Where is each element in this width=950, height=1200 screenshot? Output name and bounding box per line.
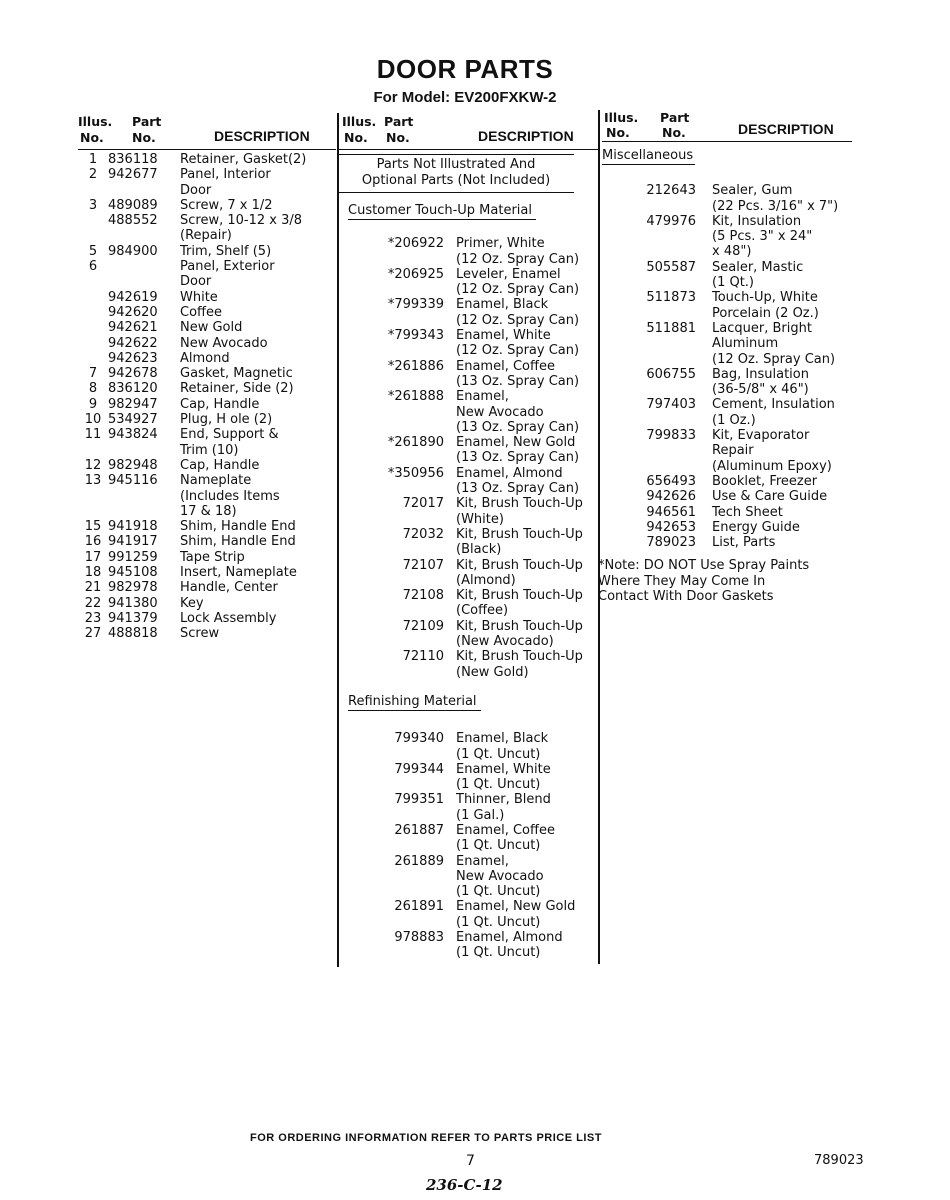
header-part-no: No. xyxy=(386,130,410,145)
part-description: Sealer, Gum (22 Pcs. 3/16" x 7") xyxy=(712,183,839,214)
header-illus-no: No. xyxy=(344,130,368,145)
table-row xyxy=(602,214,852,260)
part-number: 797403 xyxy=(646,397,696,413)
header-illus-no: No. xyxy=(606,125,630,140)
table-row xyxy=(78,336,336,351)
part-description: Retainer, Gasket(2) xyxy=(180,152,307,167)
part-description: Cap, Handle xyxy=(180,457,260,473)
part-number: 942622 xyxy=(108,335,158,351)
part-description: Sealer, Mastic (1 Qt.) xyxy=(712,259,804,291)
table-row xyxy=(338,731,598,762)
part-description: Enamel, Black (12 Oz. Spray Can) xyxy=(456,297,580,328)
illus-number xyxy=(78,320,108,335)
table-row xyxy=(78,244,336,259)
part-description: Kit, Brush Touch-Up (White) xyxy=(456,496,583,527)
table-row xyxy=(78,152,336,167)
parts-column-1 xyxy=(78,113,336,642)
part-number: 943824 xyxy=(108,427,158,443)
part-description: Kit, Brush Touch-Up (Coffee) xyxy=(456,588,583,619)
table-row xyxy=(602,397,852,428)
part-number: 72110 xyxy=(402,649,444,665)
part-description: Screw, 7 x 1/2 xyxy=(180,197,273,213)
illus-number: 8 xyxy=(88,381,98,397)
table-row xyxy=(602,489,852,504)
part-number: 534927 xyxy=(108,412,158,428)
table-row xyxy=(338,389,598,435)
part-number: *206925 xyxy=(387,266,444,282)
illus-number: 22 xyxy=(84,595,102,611)
part-description: Tech Sheet xyxy=(712,504,783,520)
part-number: 945116 xyxy=(108,473,158,489)
header-part: Part xyxy=(384,114,414,129)
part-number: *261888 xyxy=(387,389,444,405)
illus-number xyxy=(78,336,108,351)
table-row xyxy=(78,412,336,427)
table-row xyxy=(78,458,336,473)
part-description: Energy Guide xyxy=(712,519,800,535)
part-description: New Gold xyxy=(180,320,243,336)
table-row xyxy=(338,267,598,298)
part-number: *799343 xyxy=(387,328,444,344)
table-row xyxy=(338,435,598,466)
table-row xyxy=(78,320,336,335)
part-description: Almond xyxy=(180,350,230,366)
part-number: 836118 xyxy=(108,152,158,167)
refinish-list xyxy=(338,731,598,960)
part-number: 212643 xyxy=(646,183,696,199)
table-row xyxy=(78,305,336,320)
part-number: 942619 xyxy=(108,289,158,305)
part-description: Enamel, Black (1 Qt. Uncut) xyxy=(456,731,549,762)
handwritten-note: 236-C-12 xyxy=(426,1176,503,1194)
table-row xyxy=(78,397,336,412)
part-description: Tape Strip xyxy=(180,549,245,565)
part-description: Use & Care Guide xyxy=(712,489,828,505)
part-description: Lacquer, Bright Aluminum (12 Oz. Spray Can) xyxy=(712,320,836,367)
column-header xyxy=(78,113,336,150)
part-number: 978883 xyxy=(394,930,444,946)
table-row xyxy=(338,527,598,558)
part-description: New Avocado xyxy=(180,335,268,351)
part-number: 72107 xyxy=(402,557,444,573)
header-illus-no: No. xyxy=(80,130,104,145)
table-row xyxy=(78,519,336,534)
part-number: 941379 xyxy=(108,610,158,626)
part-description: Insert, Nameplate xyxy=(180,565,297,581)
part-number: *350956 xyxy=(387,465,444,481)
table-row xyxy=(338,762,598,793)
illus-number: 3 xyxy=(88,197,98,213)
part-description: Booklet, Freezer xyxy=(712,473,818,489)
part-description: Kit, Brush Touch-Up (New Gold) xyxy=(456,649,583,680)
document-number: 789023 xyxy=(814,1153,864,1168)
page-title: DOOR PARTS xyxy=(376,54,554,84)
part-description: Primer, White (12 Oz. Spray Can) xyxy=(456,236,580,267)
part-number: 799351 xyxy=(394,792,444,808)
part-description: Gasket, Magnetic xyxy=(180,366,293,382)
illus-number: 2 xyxy=(88,167,98,183)
part-number: 982948 xyxy=(108,457,158,473)
illus-number: 6 xyxy=(88,259,98,275)
part-number: 982947 xyxy=(108,396,158,412)
column-divider xyxy=(598,110,600,964)
not-illustrated-note: Parts Not Illustrated And Optional Parts (Not Included) xyxy=(338,154,574,193)
table-row xyxy=(78,213,336,244)
illus-number: 23 xyxy=(84,610,102,626)
parts-list xyxy=(78,152,336,642)
table-row xyxy=(338,899,598,930)
part-description: Enamel, New Gold (1 Qt. Uncut) xyxy=(456,899,576,930)
table-row xyxy=(78,290,336,305)
part-description: Lock Assembly xyxy=(180,610,277,626)
table-row xyxy=(338,328,598,359)
section-touchup-label: Customer Touch-Up Material xyxy=(348,203,536,220)
table-row xyxy=(602,183,852,214)
illus-number xyxy=(78,213,108,244)
part-number: *261886 xyxy=(387,358,444,374)
illus-number xyxy=(78,305,108,320)
table-row xyxy=(78,381,336,396)
part-number: 836120 xyxy=(108,381,158,397)
table-row xyxy=(602,535,852,550)
part-description: Key xyxy=(180,595,204,611)
part-description: Retainer, Side (2) xyxy=(180,381,294,397)
part-description: Kit, Insulation (5 Pcs. 3" x 24" x 48") xyxy=(712,213,813,260)
header-part: Part xyxy=(132,114,162,129)
table-row xyxy=(78,534,336,549)
header-part-no: No. xyxy=(132,130,156,145)
part-description: Enamel, New Gold (13 Oz. Spray Can) xyxy=(456,435,580,466)
part-number: 941380 xyxy=(108,595,158,611)
header-description: DESCRIPTION xyxy=(478,128,574,144)
part-number: 982978 xyxy=(108,580,158,596)
part-description: Trim, Shelf (5) xyxy=(180,243,272,259)
part-description: Kit, Brush Touch-Up (Almond) xyxy=(456,557,583,588)
part-number: 505587 xyxy=(646,259,696,275)
part-description: Screw, 10-12 x 3/8 (Repair) xyxy=(180,213,303,244)
part-number: 942621 xyxy=(108,320,158,336)
table-row xyxy=(338,619,598,650)
part-number: 942623 xyxy=(108,350,158,366)
part-number: 941917 xyxy=(108,534,158,550)
table-row xyxy=(602,290,852,321)
table-row xyxy=(338,649,598,680)
part-description: Shim, Handle End xyxy=(180,519,296,535)
page-number: 7 xyxy=(466,1153,475,1169)
table-row xyxy=(78,167,336,198)
table-row xyxy=(338,297,598,328)
illus-number: 5 xyxy=(88,243,98,259)
table-row xyxy=(338,854,598,900)
table-row xyxy=(78,550,336,565)
table-row xyxy=(602,367,852,398)
part-description: Cap, Handle xyxy=(180,396,260,412)
part-description: Enamel, New Avocado (1 Qt. Uncut) xyxy=(456,853,544,900)
table-row xyxy=(338,466,598,497)
illus-number: 18 xyxy=(84,565,102,581)
table-row xyxy=(338,359,598,390)
parts-column-2 xyxy=(338,113,598,961)
illus-number: 9 xyxy=(88,396,98,412)
model-subtitle: For Model: EV200FXKW-2 xyxy=(373,89,557,106)
part-number: 799340 xyxy=(394,731,444,747)
part-description: Enamel, White (12 Oz. Spray Can) xyxy=(456,328,580,359)
part-number xyxy=(108,259,180,290)
table-row xyxy=(78,259,336,290)
part-number: 942620 xyxy=(108,304,158,320)
column-header xyxy=(338,113,598,150)
part-description: Panel, Interior Door xyxy=(180,167,271,198)
illus-number: 12 xyxy=(84,457,102,473)
table-row xyxy=(78,473,336,519)
part-number: 261891 xyxy=(394,899,444,915)
table-row xyxy=(338,930,598,961)
illus-number: 27 xyxy=(84,626,102,642)
part-description: Leveler, Enamel (12 Oz. Spray Can) xyxy=(456,266,580,298)
illus-number: 7 xyxy=(88,366,98,382)
part-number: 946561 xyxy=(646,504,696,520)
part-description: White xyxy=(180,289,218,305)
part-number: 72017 xyxy=(402,496,444,512)
part-number: 941918 xyxy=(108,519,158,535)
part-description: Cement, Insulation (1 Oz.) xyxy=(712,397,835,428)
table-row xyxy=(338,236,598,267)
part-description: List, Parts xyxy=(712,535,776,551)
part-number: 606755 xyxy=(646,366,696,382)
table-row xyxy=(602,505,852,520)
part-description: Kit, Brush Touch-Up (Black) xyxy=(456,526,583,558)
part-description: Kit, Brush Touch-Up (New Avocado) xyxy=(456,618,583,650)
illus-number: 17 xyxy=(84,549,102,565)
table-row xyxy=(602,321,852,367)
table-row xyxy=(338,558,598,589)
table-row xyxy=(602,428,852,474)
illus-number xyxy=(78,290,108,305)
part-number: 72109 xyxy=(402,618,444,634)
part-description: Enamel, New Avocado (13 Oz. Spray Can) xyxy=(456,389,580,435)
illus-number: 1 xyxy=(88,152,98,167)
part-description: Handle, Center xyxy=(180,580,278,596)
illus-number: 13 xyxy=(84,473,102,489)
part-number: 489089 xyxy=(108,197,158,213)
part-number: 984900 xyxy=(108,243,158,259)
part-number: 656493 xyxy=(646,473,696,489)
part-number: 479976 xyxy=(646,213,696,229)
table-row xyxy=(602,520,852,535)
part-number: 942626 xyxy=(646,489,696,505)
header-part-no: No. xyxy=(662,125,686,140)
table-row xyxy=(78,596,336,611)
ordering-footer: FOR ORDERING INFORMATION REFER TO PARTS PRICE LIST xyxy=(250,1132,602,1144)
part-number: 72108 xyxy=(402,588,444,604)
section-refinish-label: Refinishing Material xyxy=(348,694,481,711)
parts-column-3 xyxy=(598,108,852,605)
part-number: *799339 xyxy=(387,297,444,313)
table-row xyxy=(78,351,336,366)
part-description: Enamel, Coffee (1 Qt. Uncut) xyxy=(456,822,555,854)
part-description: Nameplate (Includes Items 17 & 18) xyxy=(180,473,280,519)
part-number: 511881 xyxy=(646,320,696,336)
table-row xyxy=(78,626,336,641)
part-description: Enamel, Almond (13 Oz. Spray Can) xyxy=(456,465,580,497)
part-description: Enamel, Almond (1 Qt. Uncut) xyxy=(456,930,563,961)
table-row xyxy=(78,565,336,580)
part-number: 942653 xyxy=(646,519,696,535)
part-description: End, Support & Trim (10) xyxy=(180,427,279,458)
part-description: Touch-Up, White Porcelain (2 Oz.) xyxy=(712,290,819,321)
table-row xyxy=(78,366,336,381)
part-description: Enamel, White (1 Qt. Uncut) xyxy=(456,761,551,793)
part-number: 942677 xyxy=(108,167,158,183)
table-row xyxy=(78,580,336,595)
part-description: Enamel, Coffee (13 Oz. Spray Can) xyxy=(456,358,580,389)
part-number: *206922 xyxy=(387,236,444,252)
part-description: Coffee xyxy=(180,304,222,320)
header-description: DESCRIPTION xyxy=(738,121,834,137)
part-description: Shim, Handle End xyxy=(180,534,296,550)
part-description: Bag, Insulation (36-5/8" x 46") xyxy=(712,366,809,398)
column-header xyxy=(602,108,852,142)
illus-number: 11 xyxy=(84,427,102,443)
table-row xyxy=(78,198,336,213)
header-illus: Illus. xyxy=(342,114,377,129)
part-number: 799833 xyxy=(646,428,696,444)
table-row xyxy=(338,823,598,854)
table-row xyxy=(338,792,598,823)
table-row xyxy=(78,611,336,626)
illus-number: 10 xyxy=(84,412,102,428)
part-number: 799344 xyxy=(394,761,444,777)
table-row xyxy=(78,427,336,458)
part-description: Thinner, Blend (1 Gal.) xyxy=(456,792,551,823)
part-description: Screw xyxy=(180,626,220,642)
part-description: Panel, Exterior Door xyxy=(180,259,275,290)
table-row xyxy=(602,260,852,291)
part-number: 945108 xyxy=(108,565,158,581)
touchup-list xyxy=(338,236,598,680)
misc-list xyxy=(602,183,852,550)
part-number: 488818 xyxy=(108,626,158,642)
table-row xyxy=(602,474,852,489)
part-description: Plug, H ole (2) xyxy=(180,412,273,428)
part-number: 488552 xyxy=(108,213,158,229)
table-row xyxy=(338,588,598,619)
header-illus: Illus. xyxy=(604,110,639,125)
header-illus: Illus. xyxy=(78,114,113,129)
part-number: 72032 xyxy=(402,526,444,542)
part-number: 789023 xyxy=(646,535,696,551)
part-description: Kit, Evaporator Repair (Aluminum Epoxy) xyxy=(712,428,832,474)
part-number: *261890 xyxy=(387,435,444,451)
part-number: 261887 xyxy=(394,822,444,838)
section-misc-label: Miscellaneous xyxy=(602,148,695,165)
table-row xyxy=(338,496,598,527)
spray-paint-note: *Note: DO NOT Use Spray Paints Where They May Come In Contact With Door Gaskets xyxy=(598,558,810,605)
header-description: DESCRIPTION xyxy=(214,128,310,144)
illus-number: 15 xyxy=(84,519,102,535)
part-number: 511873 xyxy=(646,290,696,306)
part-number: 942678 xyxy=(108,366,158,382)
part-number: 261889 xyxy=(394,853,444,869)
header-part: Part xyxy=(660,110,690,125)
illus-number: 21 xyxy=(84,580,102,596)
part-number: 991259 xyxy=(108,549,158,565)
illus-number: 16 xyxy=(84,534,102,550)
illus-number xyxy=(78,351,108,366)
